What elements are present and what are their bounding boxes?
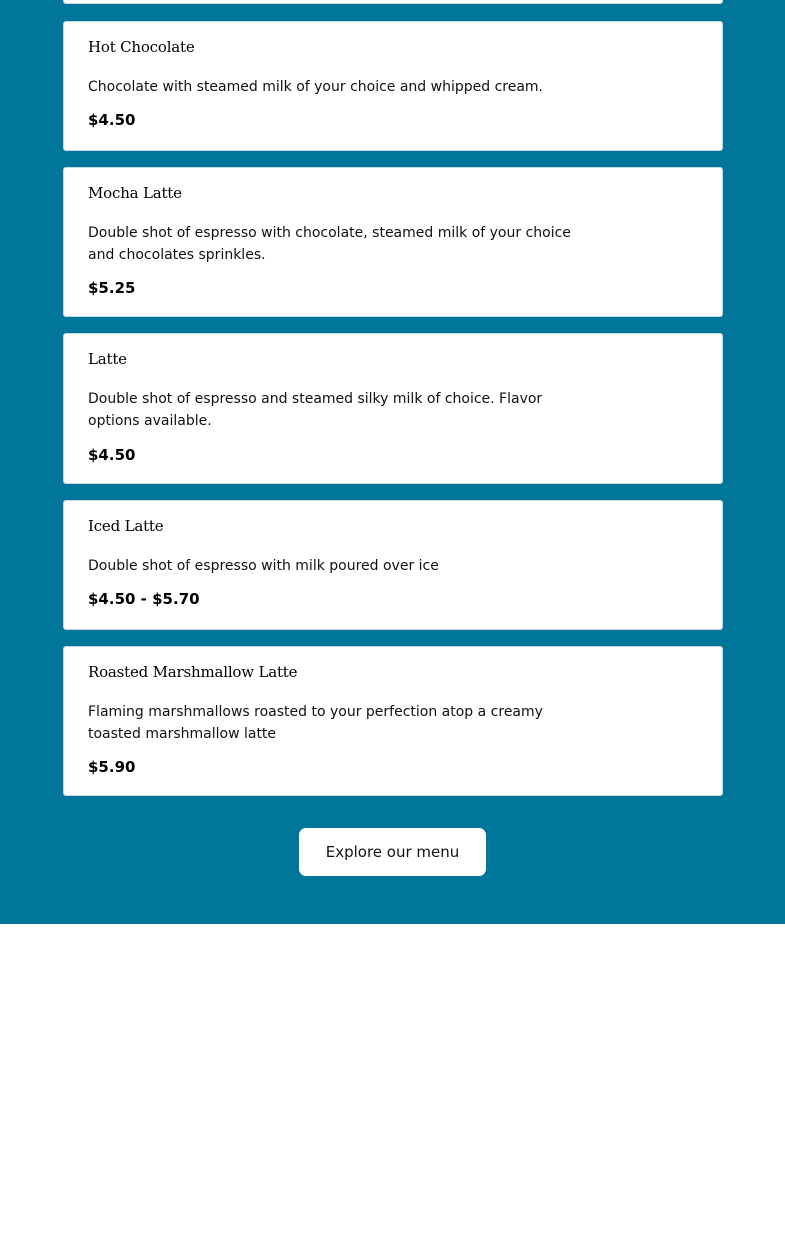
menu-item-price: $4.50 - $5.70 xyxy=(88,590,200,608)
menu-item-price: $4.50 xyxy=(88,111,136,129)
menu-card-hot-chocolate xyxy=(63,21,723,151)
menu-item-description: Chocolate with steamed milk of your choice and whipped cream. xyxy=(88,79,543,95)
menu-item-price: $5.25 xyxy=(88,279,136,297)
menu-item-description: Double shot of espresso and steamed silky milk of choice. Flavor options available. xyxy=(88,391,543,429)
menu-item-title: Mocha Latte xyxy=(88,184,182,202)
menu-item-description: Flaming marshmallows roasted to your perfection atop a creamy toasted marshmallow latte xyxy=(88,704,543,742)
menu-card-latte xyxy=(63,333,723,484)
menu-item-description: Double shot of espresso with milk poured over ice xyxy=(88,558,439,574)
menu-item-description: Double shot of espresso with chocolate, steamed milk of your choice and chocolates sprinkles. xyxy=(88,225,571,263)
menu-item-title: Iced Latte xyxy=(88,517,164,535)
menu-card-roasted-marshmallow-latte xyxy=(63,646,723,796)
explore-menu-button[interactable]: Explore our menu xyxy=(299,828,486,876)
menu-card-iced-latte xyxy=(63,500,723,630)
menu-item-title: Roasted Marshmallow Latte xyxy=(88,663,298,681)
menu-card-partial xyxy=(63,0,723,4)
menu-item-price: $5.90 xyxy=(88,758,136,776)
menu-item-price: $4.50 xyxy=(88,446,136,464)
menu-item-title: Latte xyxy=(88,350,127,368)
menu-item-title: Hot Chocolate xyxy=(88,38,195,56)
menu-card-mocha-latte xyxy=(63,167,723,317)
